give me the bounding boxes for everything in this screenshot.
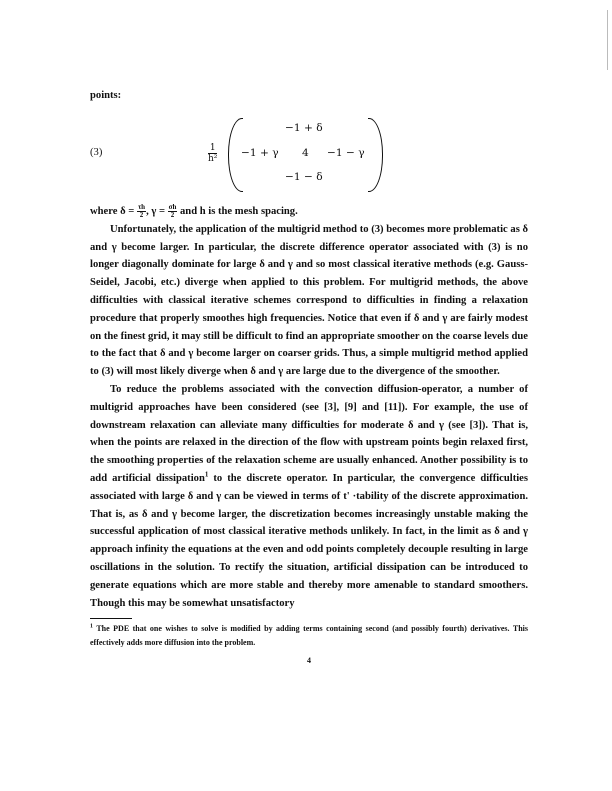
paragraph-text: To reduce the problems associated with the convection diffusion-operator, a number of multigrid approaches have been considered (see [3], [9] and [11]). For example, the use of downstream relaxation can alleviate many difficulties for moderate δ and γ (see [3]). That is, when the points are relaxed in the direction of the flow with upstream points begin relaxed first, the smoothing properties of the relaxation scheme are usually enhanced. Another possibility is to add artificial dissipation bbox=[90, 383, 528, 484]
where-text: where δ = bbox=[90, 206, 137, 217]
delta-den: 2 bbox=[139, 211, 144, 220]
page-number: 4 bbox=[307, 656, 311, 666]
delta-fraction bbox=[137, 204, 146, 219]
prefactor-denominator: h² bbox=[208, 154, 218, 164]
paragraph: Unfortunately, the application of the multigrid method to (3) becomes more problematic as δ and γ become larger. In particular, the discrete difference operator associated with (3) is no longer diagonally dominate for large δ and γ and so most classical iterative methods (e.g. Gauss-Seidel, Jacobi, etc.) diverge when applied to this problem. For multigrid methods, the above difficulties with classical iterative schemes correspond to difficulties in finding a relaxation procedure that properly smoothes high frequencies. Notice that even if δ and γ are fairly modest on the finest grid, it may still be difficult to find an appropriate smoother on the coarse levels due to the fact that δ and γ become larger on coarser grids. Thus, a simple multigrid method applied to (3) will most likely diverge when δ and γ are large due to the divergence of the smoother. bbox=[90, 223, 528, 378]
paragraph-text: to the discrete operator. In particular, the convergence difficulties associated with large δ and γ can be viewed in terms of t' ·tability of the discrete approximation. That is, as δ and γ become larger, the discretization becomes increasingly unstable making the successful application of most classical iterative methods unlikely. In fact, in the limit as δ and γ approach infinity the equations at the even and odd points completely decouple resulting in large oscillations in the solution. To rectify the situation, artificial dissipation can be introduced to generate equations which are more stable and thereby more amenable to standard smoothers. Though this may be somewhat unsatisfactory bbox=[90, 472, 528, 609]
footnote bbox=[90, 622, 528, 650]
footnote-ref: 1 bbox=[204, 470, 209, 479]
where-text: , γ = bbox=[146, 206, 168, 217]
delta-num: τh bbox=[137, 203, 146, 212]
where-text: and h is the mesh spacing. bbox=[177, 206, 298, 217]
stencil-center: 4 bbox=[302, 147, 309, 159]
paragraph bbox=[90, 381, 528, 612]
stencil-top: −1 + δ bbox=[285, 122, 323, 134]
prefactor-numerator: 1 bbox=[209, 143, 216, 153]
page-flow bbox=[90, 203, 528, 665]
footnote-rule bbox=[90, 618, 132, 619]
footnote-text: The PDE that one wishes to solve is modified by adding terms containing second (and possibly fourth) derivatives. This effectively adds more diffusion into the problem. bbox=[90, 624, 528, 648]
stencil-left: −1 + γ bbox=[241, 147, 279, 159]
intro-text: points: bbox=[90, 90, 122, 101]
stencil-right: −1 − γ bbox=[327, 147, 365, 159]
gamma-num: σh bbox=[168, 203, 177, 212]
equation-prefactor bbox=[208, 143, 217, 164]
where-line bbox=[90, 203, 528, 221]
gamma-den: 2 bbox=[170, 211, 175, 220]
stencil-bottom: −1 − δ bbox=[285, 171, 323, 183]
scan-edge-mark bbox=[607, 10, 608, 70]
body-text bbox=[90, 203, 528, 612]
footnote-marker: 1 bbox=[90, 623, 93, 630]
equation-number: (3) bbox=[90, 147, 103, 158]
right-paren bbox=[368, 118, 383, 192]
gamma-fraction bbox=[168, 204, 178, 219]
